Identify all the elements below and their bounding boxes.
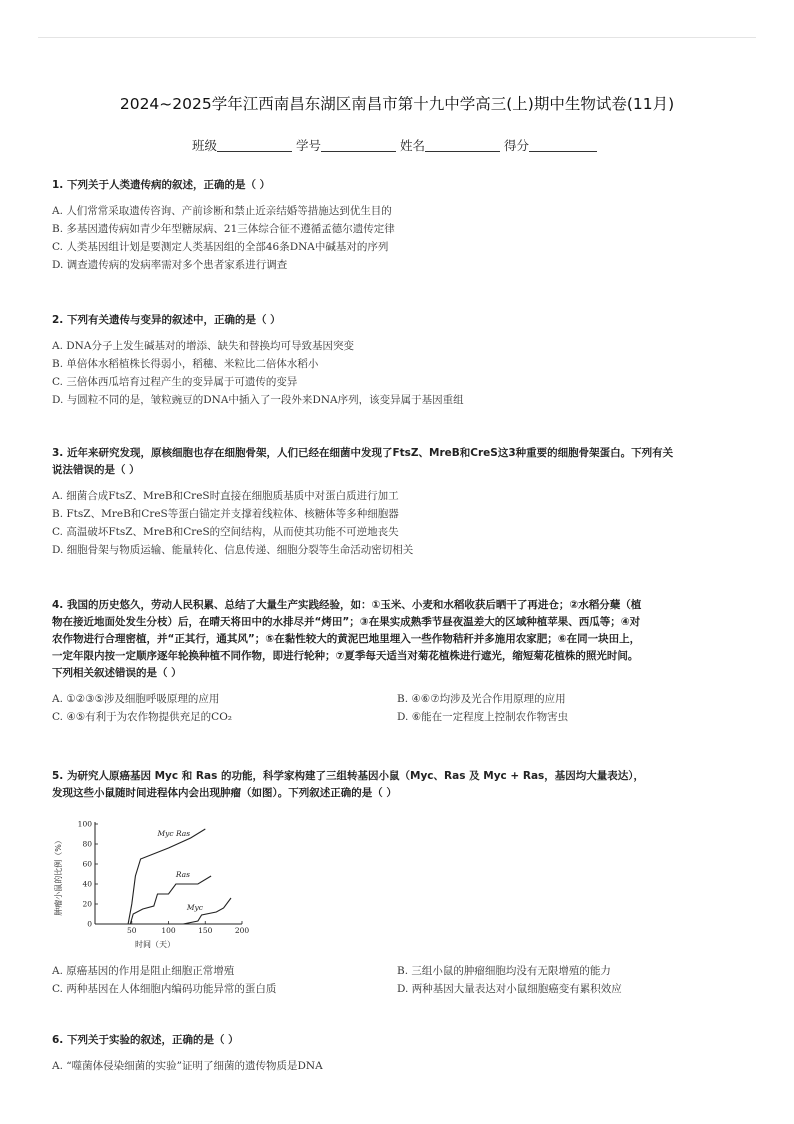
name-label: 姓名: [400, 138, 426, 153]
question-stem-line: 下列相关叙述错误的是（ ）: [52, 667, 182, 679]
question-stem-line: 物在接近地面处发生分枝）后，在晴天将田中的水排尽并“烤田”；③在果实成熟季节昼夜温差大的区域种植苹果、西瓜等；④对: [52, 616, 641, 628]
option-c[interactable]: C. 三倍体西瓜培育过程产生的变异属于可遗传的变异: [52, 376, 298, 388]
y-tick-label: 100: [77, 819, 92, 829]
y-tick-label: 80: [82, 839, 92, 849]
option-c[interactable]: C. 高温破坏FtsZ、MreB和CreS的空间结构，从而使其功能不可逆地丧失: [52, 526, 399, 538]
question-stem: 2. 下列有关遗传与变异的叙述中，正确的是（ ）: [52, 314, 281, 326]
question-4: [52, 597, 742, 726]
y-tick-label: 20: [82, 899, 92, 909]
option-b[interactable]: B. 三组小鼠的肿瘤细胞均没有无限增殖的能力: [397, 965, 611, 977]
option-b[interactable]: B. FtsZ、MreB和CreS等蛋白锚定并支撑着线粒体、核糖体等多种细胞器: [52, 508, 399, 520]
score-label: 得分: [504, 138, 530, 153]
x-tick-label: 200: [234, 926, 250, 935]
question-5: [52, 768, 742, 802]
number-blank[interactable]: [321, 139, 396, 152]
option-d[interactable]: D. 调查遗传病的发病率需对多个患者家系进行调查: [52, 259, 288, 271]
question-stem-line: 说法错误的是（ ）: [52, 464, 140, 476]
series-line-2: [130, 876, 211, 924]
class-blank[interactable]: [217, 139, 292, 152]
option-d[interactable]: D. 细胞骨架与物质运输、能量转化、信息传递、细胞分裂等生命活动密切相关: [52, 544, 414, 556]
series-label: Myc Ras: [157, 829, 191, 838]
option-a[interactable]: A. “噬菌体侵染细菌的实验”证明了细菌的遗传物质是DNA: [52, 1060, 323, 1072]
option-c[interactable]: C. 两种基因在人体细胞内编码功能异常的蛋白质: [52, 983, 277, 995]
chart-y-label: 肿瘤小鼠的比例（%）: [54, 836, 63, 916]
question-stem-line: 发现这些小鼠随时间进程体内会出现肿瘤（如图）。下列叙述正确的是（ ）: [52, 787, 397, 799]
question-stem: 1. 下列关于人类遗传病的叙述，正确的是（ ）: [52, 179, 271, 191]
question-6: [52, 1032, 742, 1075]
student-info-line: [192, 136, 597, 154]
option-b[interactable]: B. 多基因遗传病如青少年型糖尿病、21三体综合征不遵循孟德尔遗传定律: [52, 223, 395, 235]
x-tick-label: 150: [198, 926, 213, 935]
name-blank[interactable]: [425, 139, 500, 152]
tumor-incidence-chart: [52, 812, 250, 952]
series-label: Ras: [175, 870, 190, 879]
question-stem-line: 5. 为研究人原癌基因 Myc 和 Ras 的功能，科学家构建了三组转基因小鼠（Myc、Ras 及 Myc + Ras，基因均大量表达），: [52, 770, 645, 782]
option-a[interactable]: A. 原癌基因的作用是阻止细胞正常增殖: [52, 965, 235, 977]
question-stem-line: 3. 近年来研究发现，原核细胞也存在细胞骨架，人们已经在细菌中发现了FtsZ、MreB和CreS这3种重要的细胞骨架蛋白。下列有关: [52, 447, 674, 459]
option-a[interactable]: A. 人们常常采取遗传咨询、产前诊断和禁止近亲结婚等措施达到优生目的: [52, 205, 392, 217]
question-stem: 6. 下列关于实验的叙述，正确的是（ ）: [52, 1034, 239, 1046]
question-3: [52, 445, 742, 559]
question-2: [52, 312, 742, 409]
y-tick-label: 0: [87, 919, 92, 929]
question-stem-line: 农作物进行合理密植，并“正其行，通其风”；⑤在黏性较大的黄泥巴地里埋入一些作物秸秆并多施用农家肥；⑥在同一块田上，: [52, 633, 641, 645]
question-1: [52, 177, 742, 274]
y-tick-label: 40: [82, 879, 92, 889]
option-c[interactable]: C. ④⑤有利于为农作物提供充足的CO₂: [52, 711, 233, 723]
x-tick-label: 100: [161, 926, 176, 935]
series-label: Myc: [186, 903, 203, 912]
question-stem-line: 4. 我国的历史悠久，劳动人民积累、总结了大量生产实践经验，如：①玉米、小麦和水稻收获后晒干了再进仓；②水稻分蘖（植: [52, 599, 642, 611]
option-d[interactable]: D. ⑥能在一定程度上控制农作物害虫: [397, 711, 569, 723]
y-tick-label: 60: [82, 859, 92, 869]
score-blank[interactable]: [529, 139, 597, 152]
option-b[interactable]: B. 单倍体水稻植株长得弱小，稻穗、米粒比二倍体水稻小: [52, 358, 319, 370]
option-d[interactable]: D. 两种基因大量表达对小鼠细胞癌变有累积效应: [397, 983, 622, 995]
question-5-options: [52, 962, 742, 998]
option-a[interactable]: A. ①②③⑤涉及细胞呼吸原理的应用: [52, 693, 220, 705]
option-a[interactable]: A. DNA分子上发生碱基对的增添、缺失和替换均可导致基因突变: [52, 340, 354, 352]
top-rule: [38, 37, 756, 38]
page-title: 2024~2025学年江西南昌东湖区南昌市第十九中学高三(上)期中生物试卷(11月): [119, 95, 675, 113]
option-a[interactable]: A. 细菌合成FtsZ、MreB和CreS时直接在细胞质基质中对蛋白质进行加工: [52, 490, 399, 502]
option-b[interactable]: B. ④⑥⑦均涉及光合作用原理的应用: [397, 693, 566, 705]
x-tick-label: 50: [126, 926, 137, 935]
number-label: 学号: [296, 138, 322, 153]
chart-series-labels: [156, 829, 203, 912]
chart-x-label: 时间（天）: [135, 940, 175, 949]
question-stem-line: 一定年限内按一定顺序逐年轮换种植不同作物，即进行轮种；⑦夏季每天适当对菊花植株进行遮光，缩短菊花植株的照光时间。: [52, 650, 639, 662]
option-c[interactable]: C. 人类基因组计划是要测定人类基因组的全部46条DNA中碱基对的序列: [52, 241, 389, 253]
option-d[interactable]: D. 与圆粒不同的是，皱粒豌豆的DNA中插入了一段外来DNA序列，该变异属于基因重组: [52, 394, 464, 406]
class-label: 班级: [192, 138, 218, 153]
